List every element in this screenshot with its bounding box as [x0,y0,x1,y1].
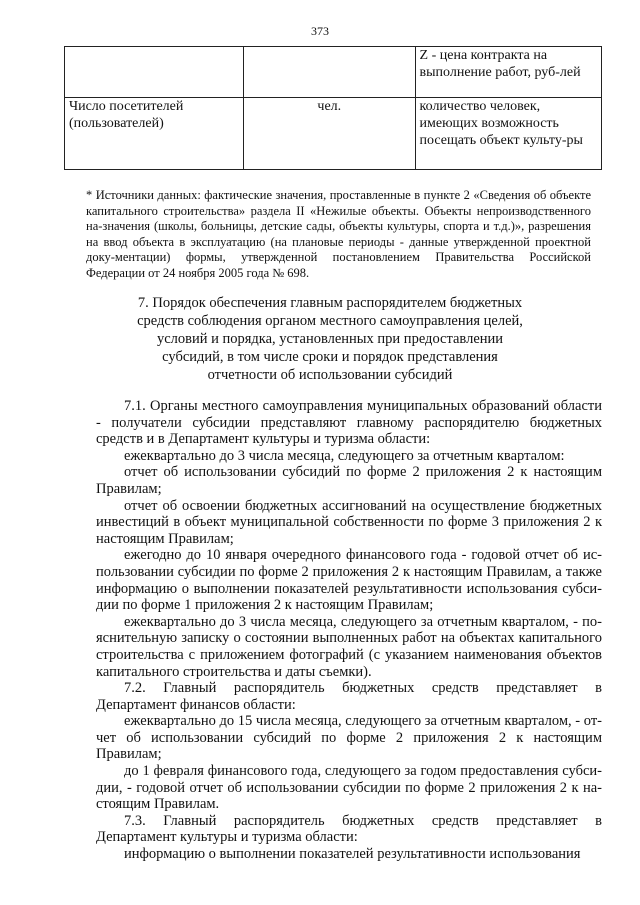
table-cell-indicator [65,47,244,98]
paragraph: до 1 февраля финансового года, следующего за годом предоставления субси-дии, - годовой отчет об использовании субсидии по форме 2 приложения 2 к на-стоящим Правилам. [96,763,602,813]
section-heading [120,294,540,384]
table-cell-description: Z - цена контракта на выполнение работ, руб-лей [415,47,601,98]
paragraph: ежегодно до 10 января очередного финансового года - годовой отчет об ис-пользовании субсидии по форме 2 приложения 2 к настоящим Правилам, а также информацию о выполнении показателей результативности использования субси-дии по форме 1 приложения 2 к настоящим Правилам; [96,547,602,614]
paragraph: 7.1. Органы местного самоуправления муниципальных образований области - получатели субсидии представляют главному распорядителю бюджетных средств и в Департамент культуры и туризма области: [96,398,602,448]
paragraph: ежеквартально до 3 числа месяца, следующего за отчетным кварталом: [124,447,565,464]
section-heading-line: отчетности об использовании субсидий [207,367,453,383]
table-cell-description: количество человек, имеющих возможность посещать объект культу-ры [415,98,601,170]
indicator-table [64,46,602,170]
table-row [65,47,602,98]
table-row [65,98,602,170]
paragraph: ежеквартально до 15 числа месяца, следующего за отчетным кварталом, - от-чет об использовании субсидий по форме 2 приложения 2 к настоящим Правилам; [96,713,602,763]
section-heading-line: субсидий, в том числе сроки и порядок представления [162,349,498,365]
section-heading-line: средств соблюдения органом местного самоуправления целей, [137,313,523,329]
paragraph: информацию о выполнении показателей результативности использования [124,846,581,863]
table-cell-indicator: Число посетителей (пользователей) [65,98,244,170]
paragraph: 7.3. Главный распорядитель бюджетных средств представляет в Департамент культуры и туризма области: [96,812,602,846]
footnote-text: * Источники данных: фактические значения, проставленные в пункте 2 «Сведения об объекте капитального строительства» раздела II «Нежилые объекты. Объекты непроизводственного на-значения (школы, больницы, детские сады, объекты культуры, спорта и т.д.)», разрешения на ввод объекта в эксплуатацию (на плановые периоды - данные утвержденной проектной доку-ментации) формы, утвержденной постановлением Правительства Российской Федерации от 24 ноября 2005 года № 698. [86,188,591,280]
paragraph: отчет об освоении бюджетных ассигнований на осуществление бюджетных инвестиций в объект муниципальной собственности по форме 3 приложения 2 к настоящим Правилам; [96,497,602,547]
section-heading-line: условий и порядка, установленных при предоставлении [156,331,504,347]
section-heading-line: 7. Порядок обеспечения главным распорядителем бюджетных [137,295,523,311]
paragraph: ежеквартально до 3 числа месяца, следующего за отчетным кварталом, - по-яснительную записку о состоянии выполненных работ на объектах капитального строительства с приложением фотографий (с указанием наименования объектов капитального строительства и даты съемки). [96,613,602,680]
body-text [96,398,602,863]
table-cell-unit: чел. [244,98,415,170]
footnote [86,188,591,281]
page-number: 373 [311,24,329,38]
table-cell-unit [244,47,415,98]
paragraph: 7.2. Главный распорядитель бюджетных средств представляет в Департамент финансов области: [96,680,602,713]
paragraph: отчет об использовании субсидий по форме 2 приложения 2 к настоящим Правилам; [96,464,602,497]
